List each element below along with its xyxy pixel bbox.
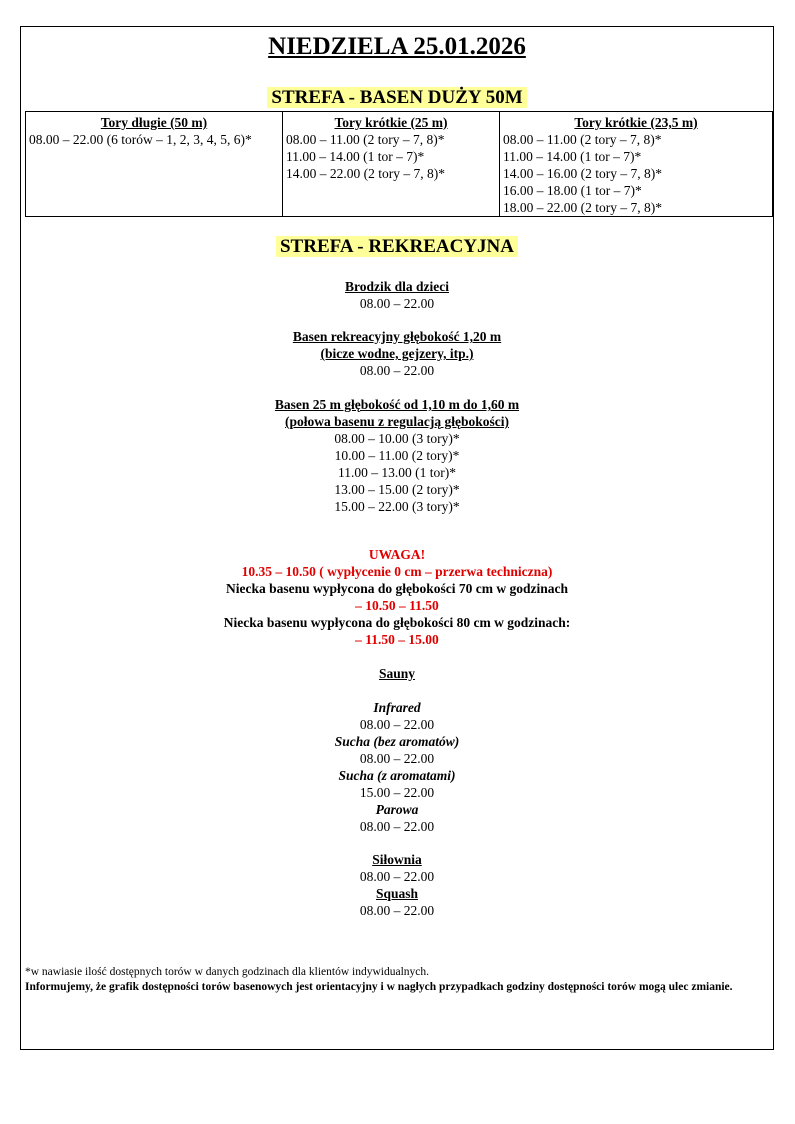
lane-row: 08.00 – 11.00 (2 tory – 7, 8)* bbox=[286, 132, 445, 147]
lanes-col-short-25 bbox=[283, 112, 500, 217]
gym-hours: 08.00 – 22.00 bbox=[359, 869, 435, 884]
lane-row: 18.00 – 22.00 (2 tory – 7, 8)* bbox=[503, 200, 662, 215]
gym-section bbox=[21, 851, 773, 919]
notice-section bbox=[21, 546, 773, 648]
col-header: Tory krótkie (23,5 m) bbox=[574, 115, 698, 130]
notice-title: UWAGA! bbox=[368, 547, 426, 562]
sauna-name: Sucha (z aromatami) bbox=[338, 768, 456, 783]
footer-info: Informujemy, że grafik dostępności torów basenowych jest orientacyjny i w nagłych przypadkach godziny dostępności torów mogą ulec zmianie. bbox=[25, 981, 733, 993]
lane-row: 11.00 – 14.00 (1 tor – 7)* bbox=[286, 149, 425, 164]
page-title: NIEDZIELA 25.01.2026 bbox=[268, 33, 526, 60]
notice-line: Niecka basenu wypłycona do głębokości 80 cm w godzinach: bbox=[223, 615, 571, 630]
footer bbox=[25, 965, 769, 995]
rec-pool-subtitle: (bicze wodne, gejzery, itp.) bbox=[320, 346, 474, 361]
pool25-subtitle: (połowa basenu z regulacją głębokości) bbox=[284, 414, 509, 429]
sauna-hours: 15.00 – 22.00 bbox=[359, 785, 435, 800]
lanes-table bbox=[25, 111, 773, 217]
lane-row: 11.00 – 14.00 (1 tor – 7)* bbox=[503, 149, 642, 164]
zone2-heading: STREFA - REKREACYJNA bbox=[21, 236, 773, 258]
schedule-page bbox=[20, 26, 774, 1050]
notice-line: 10.35 – 10.50 ( wypłycenie 0 cm – przerwa techniczna) bbox=[241, 564, 553, 579]
pool25-section bbox=[21, 396, 773, 515]
kids-pool-title: Brodzik dla dzieci bbox=[344, 279, 449, 294]
pool25-row: 11.00 – 13.00 (1 tor)* bbox=[338, 465, 456, 480]
col-header: Tory długie (50 m) bbox=[100, 115, 208, 130]
rec-pool-title: Basen rekreacyjny głębokość 1,20 m bbox=[292, 329, 502, 344]
notice-line: – 10.50 – 11.50 bbox=[355, 598, 439, 613]
pool25-row: 15.00 – 22.00 (3 tory)* bbox=[334, 499, 460, 514]
gym-title: Siłownia bbox=[372, 852, 422, 867]
lane-row: 14.00 – 22.00 (2 tory – 7, 8)* bbox=[286, 166, 445, 181]
lane-row: 08.00 – 22.00 (6 torów – 1, 2, 3, 4, 5, 6)* bbox=[29, 132, 252, 147]
pool25-title: Basen 25 m głębokość od 1,10 m do 1,60 m bbox=[274, 397, 520, 412]
sauna-hours: 08.00 – 22.00 bbox=[359, 751, 435, 766]
sauna-name: Infrared bbox=[373, 700, 421, 715]
rec-pool-hours: 08.00 – 22.00 bbox=[359, 363, 435, 378]
saunas-title: Sauny bbox=[378, 666, 416, 681]
sauna-name: Sucha (bez aromatów) bbox=[334, 734, 460, 749]
zone1-heading: STREFA - BASEN DUŻY 50M bbox=[21, 87, 773, 109]
kids-pool-section bbox=[21, 278, 773, 312]
sauna-name: Parowa bbox=[375, 802, 419, 817]
lanes-col-short-23-5 bbox=[500, 112, 773, 217]
pool25-row: 13.00 – 15.00 (2 tory)* bbox=[334, 482, 460, 497]
lane-row: 16.00 – 18.00 (1 tor – 7)* bbox=[503, 183, 642, 198]
col-header: Tory krótkie (25 m) bbox=[334, 115, 448, 130]
squash-hours: 08.00 – 22.00 bbox=[359, 903, 435, 918]
saunas-section bbox=[21, 665, 773, 835]
footer-note: *w nawiasie ilość dostępnych torów w danych godzinach dla klientów indywidualnych. bbox=[25, 966, 430, 978]
pool25-row: 10.00 – 11.00 (2 tory)* bbox=[334, 448, 460, 463]
sauna-hours: 08.00 – 22.00 bbox=[359, 819, 435, 834]
lane-row: 08.00 – 11.00 (2 tory – 7, 8)* bbox=[503, 132, 662, 147]
lane-row: 14.00 – 16.00 (2 tory – 7, 8)* bbox=[503, 166, 662, 181]
sauna-hours: 08.00 – 22.00 bbox=[359, 717, 435, 732]
kids-pool-hours: 08.00 – 22.00 bbox=[359, 296, 435, 311]
notice-line: – 11.50 – 15.00 bbox=[355, 632, 439, 647]
squash-title: Squash bbox=[375, 886, 419, 901]
rec-pool-section bbox=[21, 328, 773, 379]
lanes-col-long bbox=[26, 112, 283, 217]
pool25-row: 08.00 – 10.00 (3 tory)* bbox=[334, 431, 460, 446]
notice-line: Niecka basenu wypłycona do głębokości 70 cm w godzinach bbox=[225, 581, 569, 596]
